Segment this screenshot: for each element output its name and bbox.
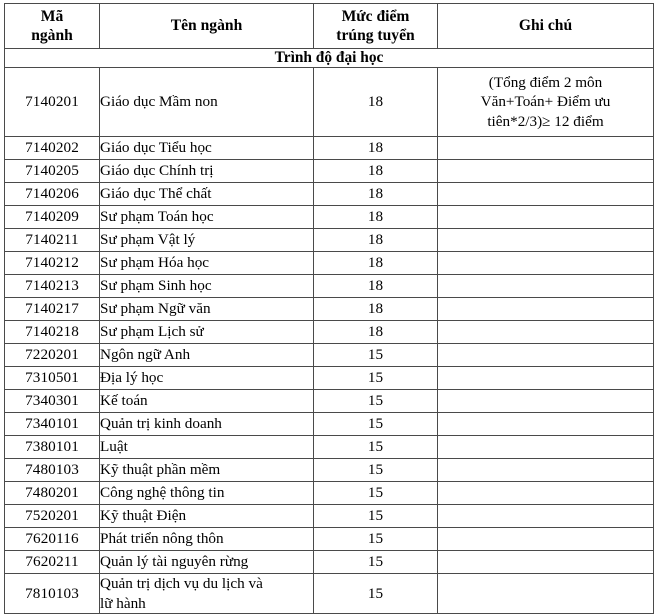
cell-note	[438, 413, 654, 436]
cell-note	[438, 574, 654, 614]
cell-name: Sư phạm Lịch sử	[100, 321, 314, 344]
cell-name	[100, 574, 314, 614]
table-body	[5, 49, 654, 614]
cell-name: Kỹ thuật Điện	[100, 505, 314, 528]
cell-name: Kỹ thuật phần mềm	[100, 459, 314, 482]
cell-name: Sư phạm Ngữ văn	[100, 298, 314, 321]
cell-note	[438, 229, 654, 252]
table-row	[5, 344, 654, 367]
table-row	[5, 298, 654, 321]
table-row	[5, 551, 654, 574]
section-band-row	[5, 49, 654, 68]
table-row	[5, 505, 654, 528]
cell-note-line3: tiên*2/3)≥ 12 điểm	[487, 112, 604, 130]
cell-note	[438, 183, 654, 206]
cell-score: 18	[314, 137, 438, 160]
cell-code: 7810103	[5, 574, 100, 614]
table-row	[5, 574, 654, 614]
table-row	[5, 275, 654, 298]
cell-note-line1: (Tổng điểm 2 môn	[488, 74, 603, 92]
cell-note	[438, 459, 654, 482]
cell-note-line2: Văn+Toán+ Điểm ưu	[480, 93, 611, 111]
cell-code: 7310501	[5, 367, 100, 390]
cell-score: 15	[314, 459, 438, 482]
cell-score: 18	[314, 183, 438, 206]
cell-note	[438, 482, 654, 505]
cell-note	[438, 68, 654, 137]
cell-name: Giáo dục Chính trị	[100, 160, 314, 183]
cell-note	[438, 367, 654, 390]
cell-score: 15	[314, 367, 438, 390]
cell-note	[438, 528, 654, 551]
cell-note	[438, 252, 654, 275]
cell-score: 18	[314, 229, 438, 252]
cell-name: Phát triển nông thôn	[100, 528, 314, 551]
cell-name: Địa lý học	[100, 367, 314, 390]
cell-code: 7140211	[5, 229, 100, 252]
cell-code: 7140212	[5, 252, 100, 275]
cell-note	[438, 275, 654, 298]
cell-name: Giáo dục Thể chất	[100, 183, 314, 206]
admission-score-table	[4, 3, 654, 614]
cell-code: 7140217	[5, 298, 100, 321]
table-row	[5, 390, 654, 413]
column-header-score	[314, 4, 438, 49]
cell-score: 18	[314, 160, 438, 183]
cell-name: Sư phạm Sinh học	[100, 275, 314, 298]
table-row	[5, 229, 654, 252]
cell-name: Công nghệ thông tin	[100, 482, 314, 505]
cell-note	[438, 160, 654, 183]
cell-code: 7140202	[5, 137, 100, 160]
cell-name: Giáo dục Mầm non	[100, 68, 314, 137]
cell-note	[438, 206, 654, 229]
column-header-code-line1: Mã	[40, 7, 64, 25]
cell-note	[438, 321, 654, 344]
cell-code: 7140206	[5, 183, 100, 206]
cell-note	[438, 137, 654, 160]
column-header-score-line1: Mức điểm	[341, 7, 410, 25]
cell-note	[438, 344, 654, 367]
cell-score: 15	[314, 436, 438, 459]
table-row	[5, 321, 654, 344]
cell-score: 18	[314, 321, 438, 344]
table-header	[5, 4, 654, 49]
cell-code: 7620211	[5, 551, 100, 574]
column-header-code	[5, 4, 100, 49]
cell-score: 18	[314, 206, 438, 229]
cell-code: 7520201	[5, 505, 100, 528]
cell-score: 15	[314, 551, 438, 574]
cell-code: 7140201	[5, 68, 100, 137]
table-row	[5, 413, 654, 436]
column-header-name: Tên ngành	[100, 4, 314, 49]
cell-code: 7140213	[5, 275, 100, 298]
cell-name: Kế toán	[100, 390, 314, 413]
table-row	[5, 137, 654, 160]
cell-name: Sư phạm Hóa học	[100, 252, 314, 275]
cell-score: 18	[314, 298, 438, 321]
cell-note	[438, 551, 654, 574]
cell-code: 7480201	[5, 482, 100, 505]
cell-code: 7620116	[5, 528, 100, 551]
cell-score: 15	[314, 344, 438, 367]
table-row	[5, 183, 654, 206]
cell-code: 7140209	[5, 206, 100, 229]
table-row	[5, 436, 654, 459]
table-row	[5, 68, 654, 137]
cell-note	[438, 298, 654, 321]
cell-note	[438, 505, 654, 528]
cell-name-line2: lữ hành	[100, 594, 146, 612]
cell-score: 15	[314, 574, 438, 614]
table-row	[5, 459, 654, 482]
cell-code: 7140205	[5, 160, 100, 183]
cell-note	[438, 390, 654, 413]
table-row	[5, 528, 654, 551]
cell-name: Quản trị kinh doanh	[100, 413, 314, 436]
cell-score: 15	[314, 482, 438, 505]
table-row	[5, 206, 654, 229]
cell-note	[438, 436, 654, 459]
cell-code: 7480103	[5, 459, 100, 482]
cell-name-line1: Quản trị dịch vụ du lịch và	[100, 575, 263, 593]
cell-score: 15	[314, 390, 438, 413]
cell-score: 18	[314, 252, 438, 275]
cell-code: 7380101	[5, 436, 100, 459]
cell-code: 7340301	[5, 390, 100, 413]
cell-code: 7140218	[5, 321, 100, 344]
table-row	[5, 160, 654, 183]
cell-name: Ngôn ngữ Anh	[100, 344, 314, 367]
cell-code: 7220201	[5, 344, 100, 367]
section-band-label: Trình độ đại học	[5, 49, 654, 68]
column-header-note: Ghi chú	[438, 4, 654, 49]
cell-name: Sư phạm Toán học	[100, 206, 314, 229]
cell-score: 15	[314, 528, 438, 551]
column-header-score-line2: trúng tuyển	[336, 27, 415, 44]
cell-score: 18	[314, 68, 438, 137]
cell-name: Quản lý tài nguyên rừng	[100, 551, 314, 574]
table-row	[5, 482, 654, 505]
table-row	[5, 367, 654, 390]
cell-score: 15	[314, 413, 438, 436]
table-row	[5, 252, 654, 275]
cell-name: Luật	[100, 436, 314, 459]
cell-score: 18	[314, 275, 438, 298]
cell-name: Giáo dục Tiểu học	[100, 137, 314, 160]
cell-name: Sư phạm Vật lý	[100, 229, 314, 252]
cell-score: 15	[314, 505, 438, 528]
cell-code: 7340101	[5, 413, 100, 436]
header-row	[5, 4, 654, 49]
column-header-code-line2: ngành	[31, 27, 73, 44]
